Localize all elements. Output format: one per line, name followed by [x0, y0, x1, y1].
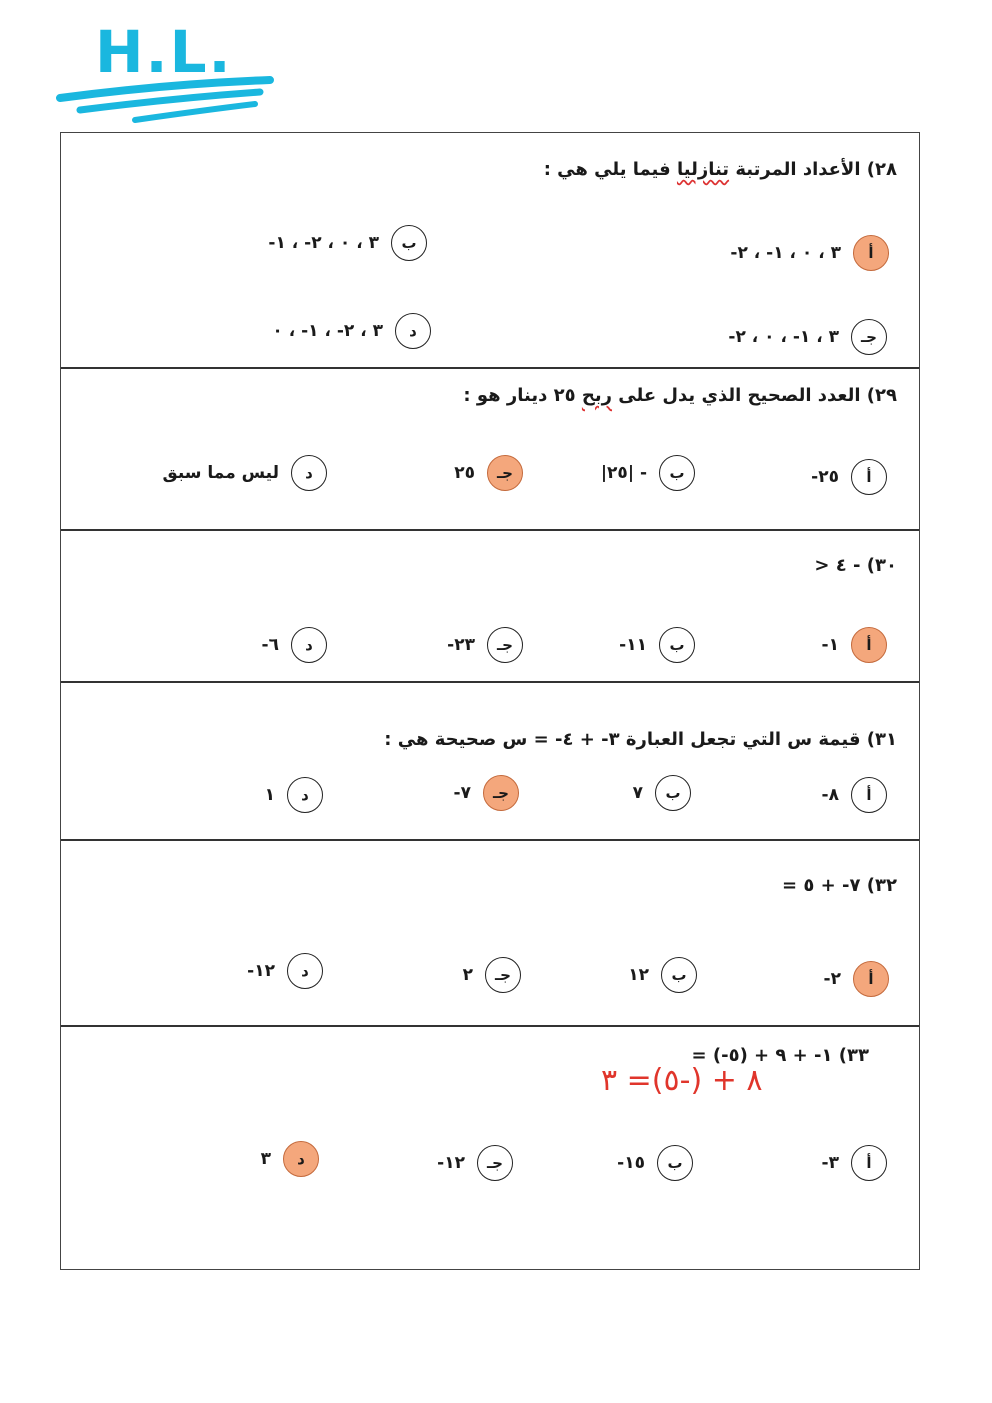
q29-option-d[interactable]: ليس مما سبق د	[163, 455, 327, 491]
q32-option-d[interactable]: ١٢- د	[247, 953, 323, 989]
option-letter-c: جـ	[485, 957, 521, 993]
divider	[61, 839, 919, 841]
option-letter-a: أ	[851, 1145, 887, 1181]
q31-option-a[interactable]: ٨- أ	[822, 777, 887, 813]
q30-option-c[interactable]: ٢٣- جـ	[447, 627, 523, 663]
option-letter-b: ب	[657, 1145, 693, 1181]
question-29-title: ٢٩) العدد الصحيح الذي يدل على ربح ٢٥ دينار هو :	[463, 385, 897, 406]
q28-option-d[interactable]: ٣ ، ٢- ، ١- ، ٠ د	[272, 313, 431, 349]
worksheet	[60, 132, 920, 1270]
q29-option-b[interactable]: - |٢٥| ب	[601, 455, 695, 491]
logo-underline-icon	[55, 18, 285, 128]
option-letter-c: جـ	[477, 1145, 513, 1181]
q31-option-d[interactable]: ١ د	[265, 777, 323, 813]
logo	[55, 18, 285, 128]
option-letter-b: ب	[655, 775, 691, 811]
q31-option-b[interactable]: ٧ ب	[633, 775, 691, 811]
q31-option-c[interactable]: ٧- جـ	[454, 775, 519, 811]
option-letter-b: ب	[391, 225, 427, 261]
question-28-title: ٢٨) الأعداد المرتبة تنازليا فيما يلي هي :	[543, 159, 897, 180]
handwritten-work: ٨ + (-٥)= ٣	[601, 1063, 763, 1098]
q30-option-a[interactable]: ١- أ	[822, 627, 887, 663]
option-letter-d: د	[287, 777, 323, 813]
q28-option-c[interactable]: ٣ ، ١- ، ٠ ، ٢- جـ	[728, 319, 887, 355]
q32-option-c[interactable]: ٢ جـ	[463, 957, 521, 993]
option-letter-d: د	[291, 627, 327, 663]
option-letter-c: جـ	[483, 775, 519, 811]
q29-option-a[interactable]: ٢٥- أ	[811, 459, 887, 495]
q33-option-d[interactable]: ٣ د	[261, 1141, 319, 1177]
option-letter-c: جـ	[487, 455, 523, 491]
question-33-title: ٣٣) ١- + ٩ + (٥-) =	[691, 1045, 869, 1066]
option-letter-b: ب	[659, 627, 695, 663]
divider	[61, 1025, 919, 1027]
q33-option-b[interactable]: ١٥- ب	[617, 1145, 693, 1181]
divider	[61, 681, 919, 683]
option-letter-a: أ	[851, 627, 887, 663]
q32-option-a[interactable]: ٢- أ	[824, 961, 889, 997]
q28-option-b[interactable]: ٣ ، ٠ ، ٢- ، ١- ب	[268, 225, 427, 261]
option-letter-d: د	[287, 953, 323, 989]
divider	[61, 367, 919, 369]
option-letter-b: ب	[659, 455, 695, 491]
q29-option-c[interactable]: ٢٥ جـ	[454, 455, 523, 491]
q33-option-c[interactable]: ١٢- جـ	[437, 1145, 513, 1181]
logo-text: H.L.	[95, 18, 233, 86]
option-letter-c: جـ	[851, 319, 887, 355]
q30-option-b[interactable]: ١١- ب	[619, 627, 695, 663]
option-letter-a: أ	[853, 961, 889, 997]
option-letter-c: جـ	[487, 627, 523, 663]
option-letter-d: د	[395, 313, 431, 349]
option-letter-b: ب	[661, 957, 697, 993]
question-32-title: ٣٢) ٧- + ٥ =	[782, 875, 897, 896]
option-letter-a: أ	[853, 235, 889, 271]
q30-option-d[interactable]: ٦- د	[262, 627, 327, 663]
option-letter-a: أ	[851, 459, 887, 495]
q32-option-b[interactable]: ١٢ ب	[628, 957, 697, 993]
option-letter-d: د	[283, 1141, 319, 1177]
q28-option-a[interactable]: ٣ ، ٠ ، ١- ، ٢- أ	[730, 235, 889, 271]
question-31-title: ٣١) قيمة س التي تجعل العبارة ٣- + ٤- = س صحيحة هي :	[384, 729, 897, 750]
divider	[61, 529, 919, 531]
q33-option-a[interactable]: ٣- أ	[822, 1145, 887, 1181]
question-30-title: ٣٠) - ٤ <	[814, 555, 897, 576]
option-letter-a: أ	[851, 777, 887, 813]
option-letter-d: د	[291, 455, 327, 491]
